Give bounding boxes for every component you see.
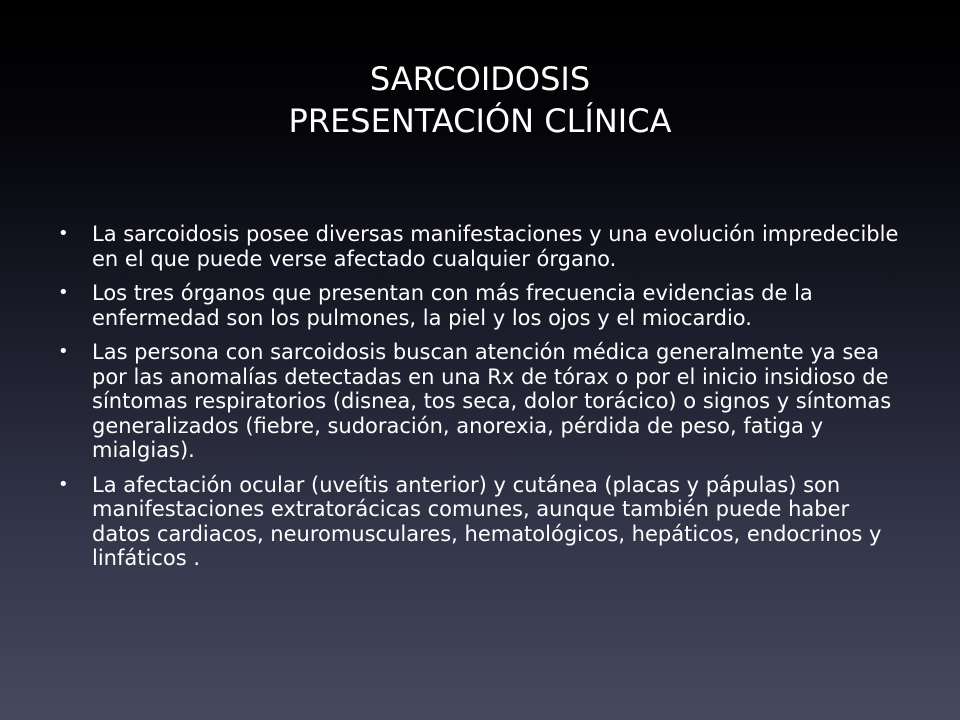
- bullet-item: [56, 340, 914, 463]
- bullet-text: La sarcoidosis posee diversas manifestaciones y una evolución impredecible en el que puede verse afectado cualquier órgano.: [92, 222, 899, 271]
- bullet-text: La afectación ocular (uveítis anterior) y cutánea (placas y pápulas) son manifestaciones extratorácicas comunes, aunque también puede haber datos cardiacos, neuromusculares, hematológicos, hepáticos, endocrinos y linfáticos .: [92, 472, 882, 570]
- bullet-text: Los tres órganos que presentan con más frecuencia evidencias de la enfermedad son los pulmones, la piel y los ojos y el miocardio.: [92, 281, 813, 330]
- bullet-dot-icon: •: [58, 282, 69, 303]
- bullet-text: Las persona con sarcoidosis buscan atención médica generalmente ya sea por las anomalías detectadas en una Rx de tórax o por el inicio insidioso de síntomas respiratorios (disnea, tos seca, dolor torácico) o signos y síntomas generalizados (fiebre, sudoración, anorexia, pérdida de peso, fatiga y mialgias).: [92, 340, 892, 462]
- title-line-1: SARCOIDOSIS: [369, 60, 591, 98]
- title-line-2: PRESENTACIÓN CLÍNICA: [288, 102, 672, 140]
- bullet-item: [56, 281, 914, 330]
- bullet-dot-icon: •: [58, 223, 69, 244]
- slide-title: [0, 58, 960, 142]
- bullet-item: [56, 222, 914, 271]
- bullet-dot-icon: •: [58, 341, 69, 362]
- bullet-item: [56, 473, 914, 571]
- bullet-list: [56, 222, 914, 581]
- bullet-dot-icon: •: [58, 473, 69, 495]
